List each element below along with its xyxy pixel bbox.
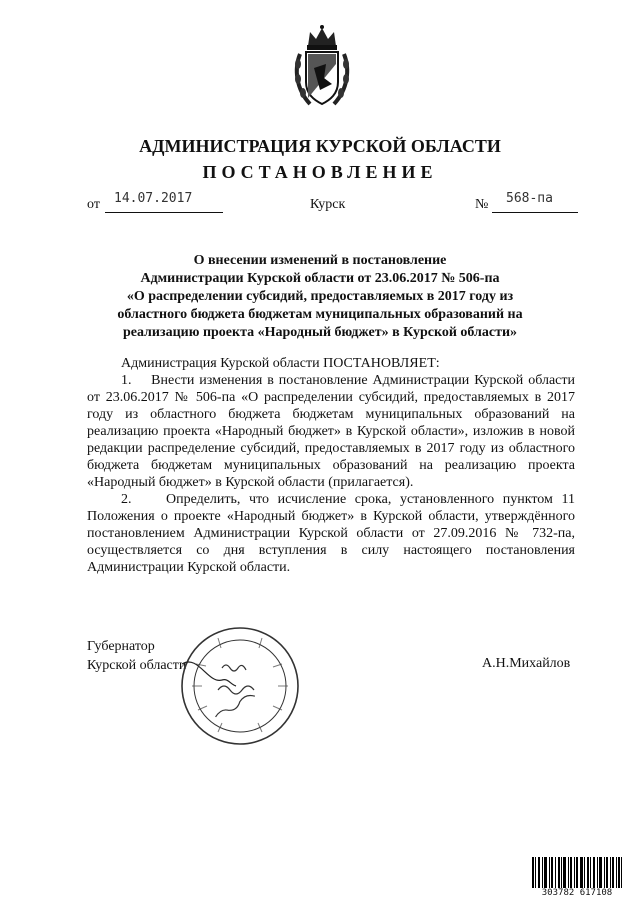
document-date: 14.07.2017 (114, 191, 193, 206)
number-prefix: № (475, 197, 489, 212)
organization-heading: АДМИНИСТРАЦИЯ КУРСКОЙ ОБЛАСТИ (139, 136, 501, 156)
date-underline (105, 211, 223, 213)
date-prefix: от (87, 197, 100, 212)
body-intro: Администрация Курской области ПОСТАНОВЛЯЕТ: (121, 356, 440, 371)
barcode-bars (532, 857, 622, 889)
title-line: реализацию проекта «Народный бюджет» в Курской области» (122, 325, 518, 340)
title-line: Администрации Курской области от 23.06.2017 № 506-па (140, 271, 500, 286)
city-label: Курск (310, 197, 346, 212)
title-line: О внесении изменений в постановление (193, 253, 447, 268)
title-line: «О распределении субсидий, предоставляемых в 2017 году из (126, 289, 514, 304)
barcode (532, 857, 622, 897)
coat-of-arms-emblem (292, 24, 352, 110)
document-body (87, 355, 575, 576)
number-underline (492, 211, 578, 213)
body-item-1: 1. Внести изменения в постановление Администрации Курской области от 23.06.2017 № 506-па «О распределении субсидий, предоставляемых в 2017 году из областного бюджета бюджетам муниципальных образований на реализацию проекта «Народный бюджет» в Курской области», изложив в новой редакции распределение субсидий, предоставляемых в 2017 году из областного бюджета бюджетам муниципальных образований на реализацию проекта «Народный бюджет» в Курской области (прилагается). (87, 373, 575, 490)
title-line: областного бюджета бюджетам муниципальных образований на (117, 307, 523, 322)
signatory-name: А.Н.Михайлов (482, 656, 571, 671)
signatory-position-line: Курской области (87, 658, 187, 673)
document-type-heading: ПОСТАНОВЛЕНИЕ (202, 162, 438, 182)
signatory-position-line: Губернатор (87, 639, 155, 654)
signatory-position (87, 637, 186, 675)
official-stamp (178, 624, 302, 748)
barcode-number: 303782 617108 (532, 888, 622, 898)
document-title (110, 252, 530, 342)
document-number: 568-па (506, 191, 553, 206)
body-item-2: 2. Определить, что исчисление срока, установленного пунктом 11 Положения о проекте «Народный бюджет» в Курской области, утверждённого постановлением Администрации Курской области от 27.09.2016 № 732-па, осуществляется со дня вступления в силу настоящего постановления Администрации Курской области. (87, 492, 575, 575)
